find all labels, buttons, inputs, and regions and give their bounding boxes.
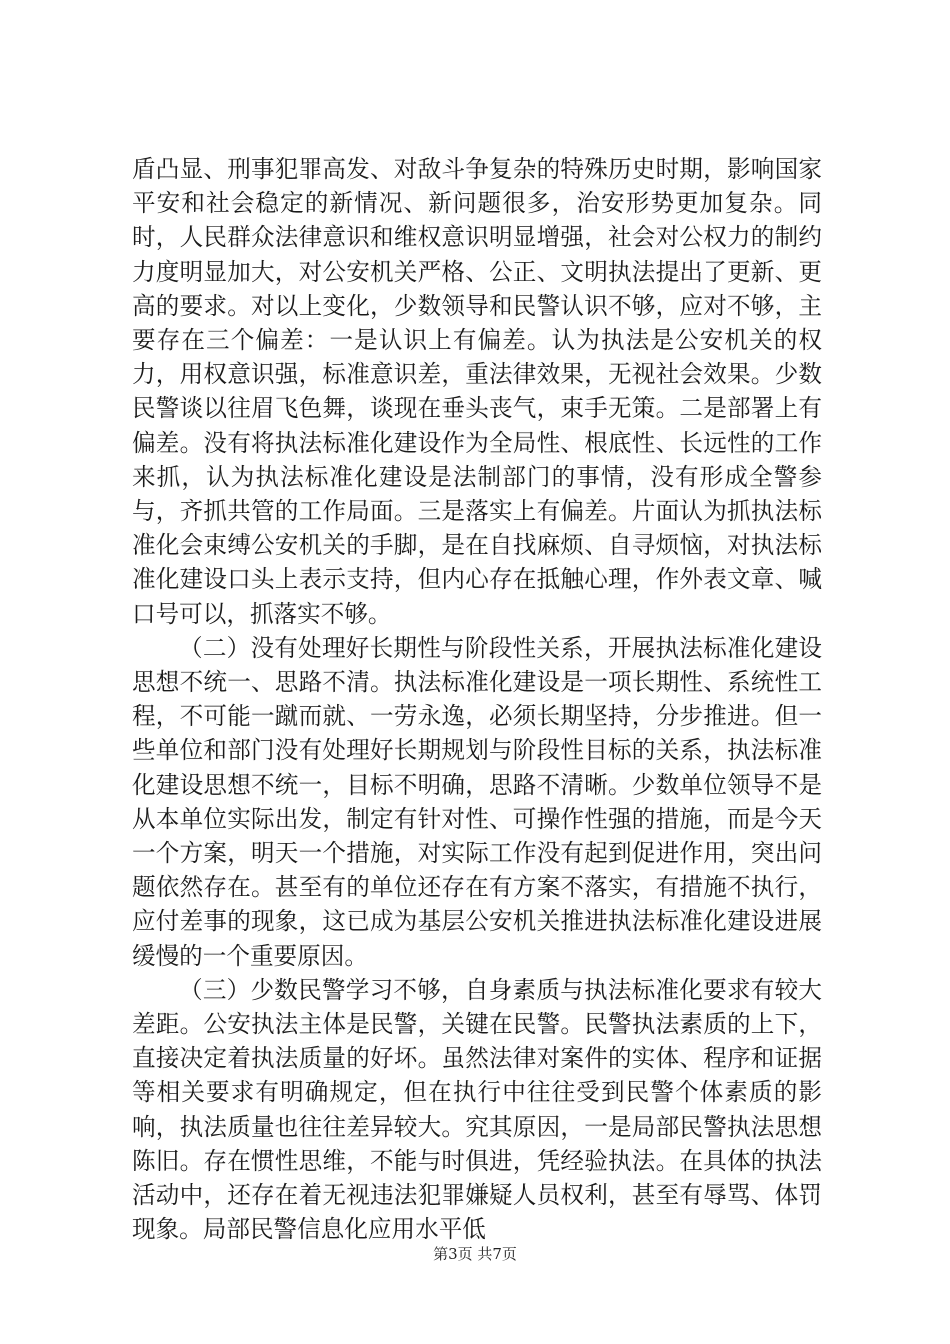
paragraph-continuation: 盾凸显、刑事犯罪高发、对敌斗争复杂的特殊历史时期，影响国家平安和社会稳定的新情况、新问题很多，治安形势更加复杂。同时，人民群众法律意识和维权意识明显增强，社会对公权力的制约力度明显加大，对公安机关严格、公正、文明执法提出了更新、更高的要求。对以上变化，少数领导和民警认识不够，应对不够，主要存在三个偏差：一是认识上有偏差。认为执法是公安机关的权力，用权意识强，标准意识差，重法律效果，无视社会效果。少数民警谈以往眉飞色舞，谈现在垂头丧气，束手无策。二是部署上有偏差。没有将执法标准化建设作为全局性、根底性、长远性的工作来抓，认为执法标准化建设是法制部门的事情，没有形成全警参与，齐抓共管的工作局面。三是落实上有偏差。片面认为抓执法标准化会束缚公安机关的手脚，是在自找麻烦、自寻烦恼，对执法标准化建设口头上表示支持，但内心存在抵触心理，作外表文章、喊口号可以，抓落实不够。 [132,155,822,628]
page-footer [0,1244,950,1264]
paragraph-section-two: （二）没有处理好长期性与阶段性关系，开展执法标准化建设思想不统一、思路不清。执法标准化建设是一项长期性、系统性工程，不可能一蹴而就、一劳永逸，必须长期坚持，分步推进。但一些单位和部门没有处理好长期规划与阶段性目标的关系，执法标准化建设思想不统一，目标不明确，思路不清晰。少数单位领导不是从本单位实际出发，制定有针对性、可操作性强的措施，而是今天一个方案，明天一个措施，对实际工作没有起到促进作用，突出问题依然存在。甚至有的单位还存在有方案不落实，有措施不执行，应付差事的现象，这已成为基层公安机关推进执法标准化建设进展缓慢的一个重要原因。 [132,633,822,970]
body-text [132,152,822,1247]
paragraph-section-three: （三）少数民警学习不够，自身素质与执法标准化要求有较大差距。公安执法主体是民警，关键在民警。民警执法素质的上下，直接决定着执法质量的好坏。虽然法律对案件的实体、程序和证据等相关要求有明确规定，但在执行中往往受到民警个体素质的影响，执法质量也往往差异较大。究其原因，一是局部民警执法思想陈旧。存在惯性思维，不能与时俱进，凭经验执法。在具体的执法活动中，还存在着无视违法犯罪嫌疑人员权利，甚至有辱骂、体罚现象。局部民警信息化应用水平低 [132,975,822,1244]
page-number-label: 第3页 共7页 [433,1245,517,1263]
